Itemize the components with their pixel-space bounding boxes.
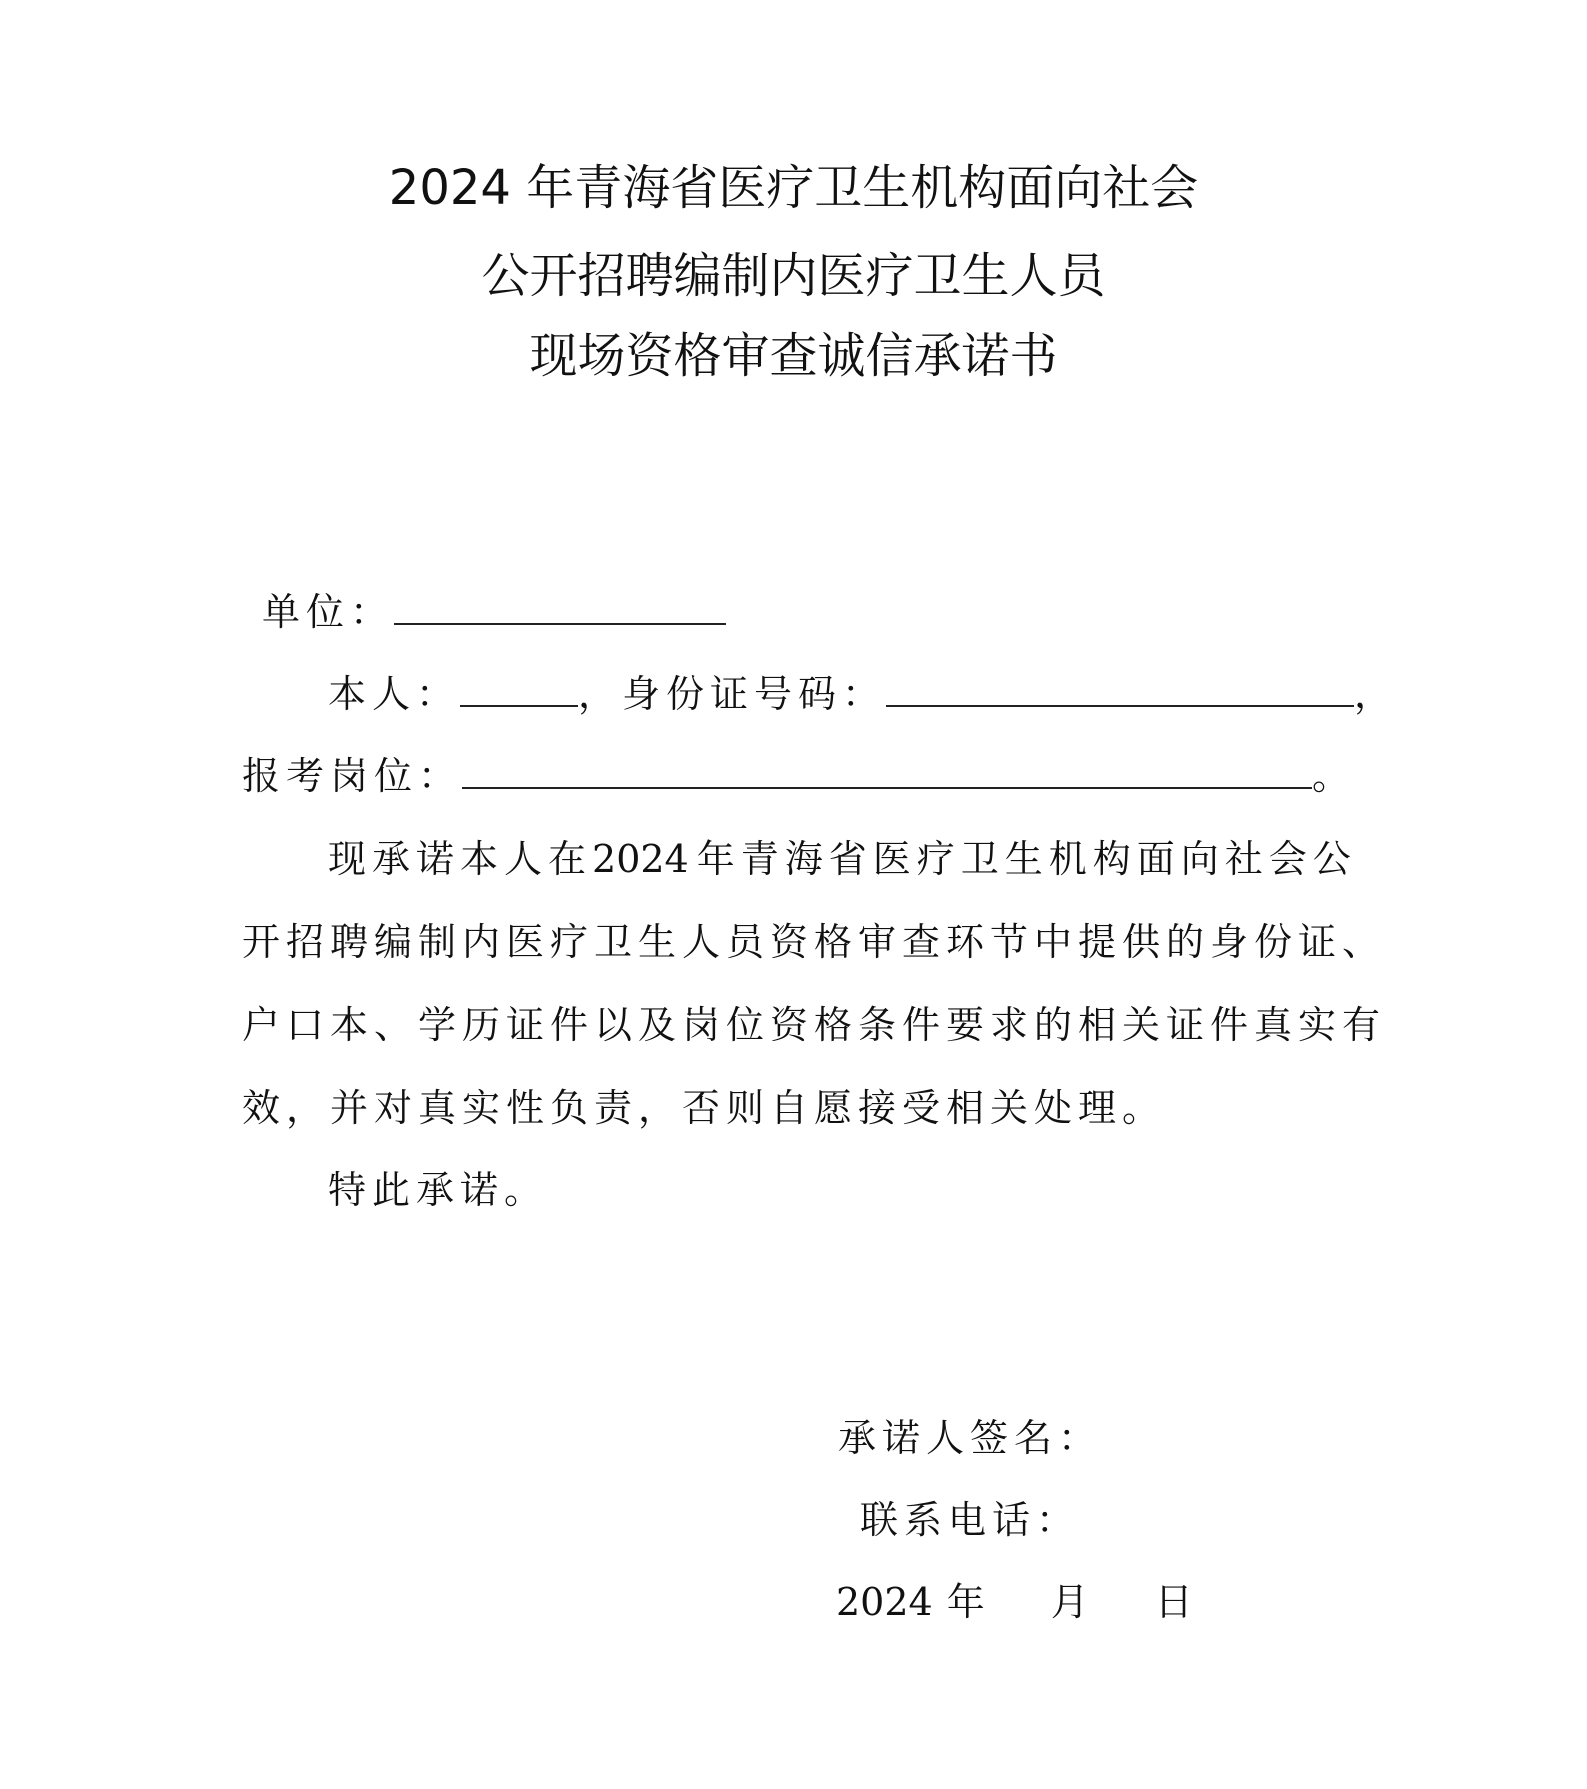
- date-month-unit: 月: [1050, 1580, 1095, 1624]
- position-label: 报考岗位：: [242, 754, 463, 798]
- pledge-line-2: 开招聘编制内医疗卫生人员资格审查环节中提供的身份证、: [242, 920, 1387, 964]
- position-row: [242, 752, 1356, 800]
- pledge-year: 2024: [592, 837, 689, 881]
- unit-label: 单位：: [262, 590, 395, 634]
- pledge-line-3: 户口本、学历证件以及岗位资格条件要求的相关证件真实有: [242, 1003, 1387, 1047]
- title-line-3: 现场资格审查诚信承诺书: [529, 328, 1058, 384]
- date-day-unit: 日: [1154, 1580, 1199, 1624]
- id-end-punct: ，: [1354, 672, 1399, 716]
- id-number-blank[interactable]: [886, 675, 1354, 707]
- name-blank[interactable]: [460, 675, 578, 707]
- position-end-punct: 。: [1312, 754, 1357, 798]
- closing-statement: 特此承诺。: [328, 1168, 549, 1212]
- id-label: ，身份证号码：: [578, 672, 887, 716]
- unit-row: [262, 588, 726, 636]
- pledge-line-4: 效，并对真实性负责，否则自愿接受相关处理。: [242, 1086, 1167, 1130]
- unit-blank[interactable]: [394, 593, 726, 625]
- date-year: 2024: [836, 1580, 933, 1624]
- position-blank[interactable]: [462, 757, 1312, 789]
- phone-label: 联系电话：: [860, 1498, 1081, 1542]
- pledge-line-1-post: 年青海省医疗卫生机构面向社会公: [696, 837, 1357, 881]
- signer-label: 承诺人签名：: [838, 1416, 1103, 1460]
- title-line-2: 公开招聘编制内医疗卫生人员: [481, 248, 1106, 304]
- title-line-1: 2024 年青海省医疗卫生机构面向社会: [388, 160, 1199, 216]
- pledge-line-1-pre: 现承诺本人在: [328, 837, 593, 881]
- self-label: 本人：: [328, 672, 461, 716]
- pledge-line-1: [328, 835, 1357, 883]
- date-row: [836, 1578, 1199, 1626]
- date-year-unit: 年: [946, 1580, 991, 1624]
- identity-row: [328, 670, 1398, 718]
